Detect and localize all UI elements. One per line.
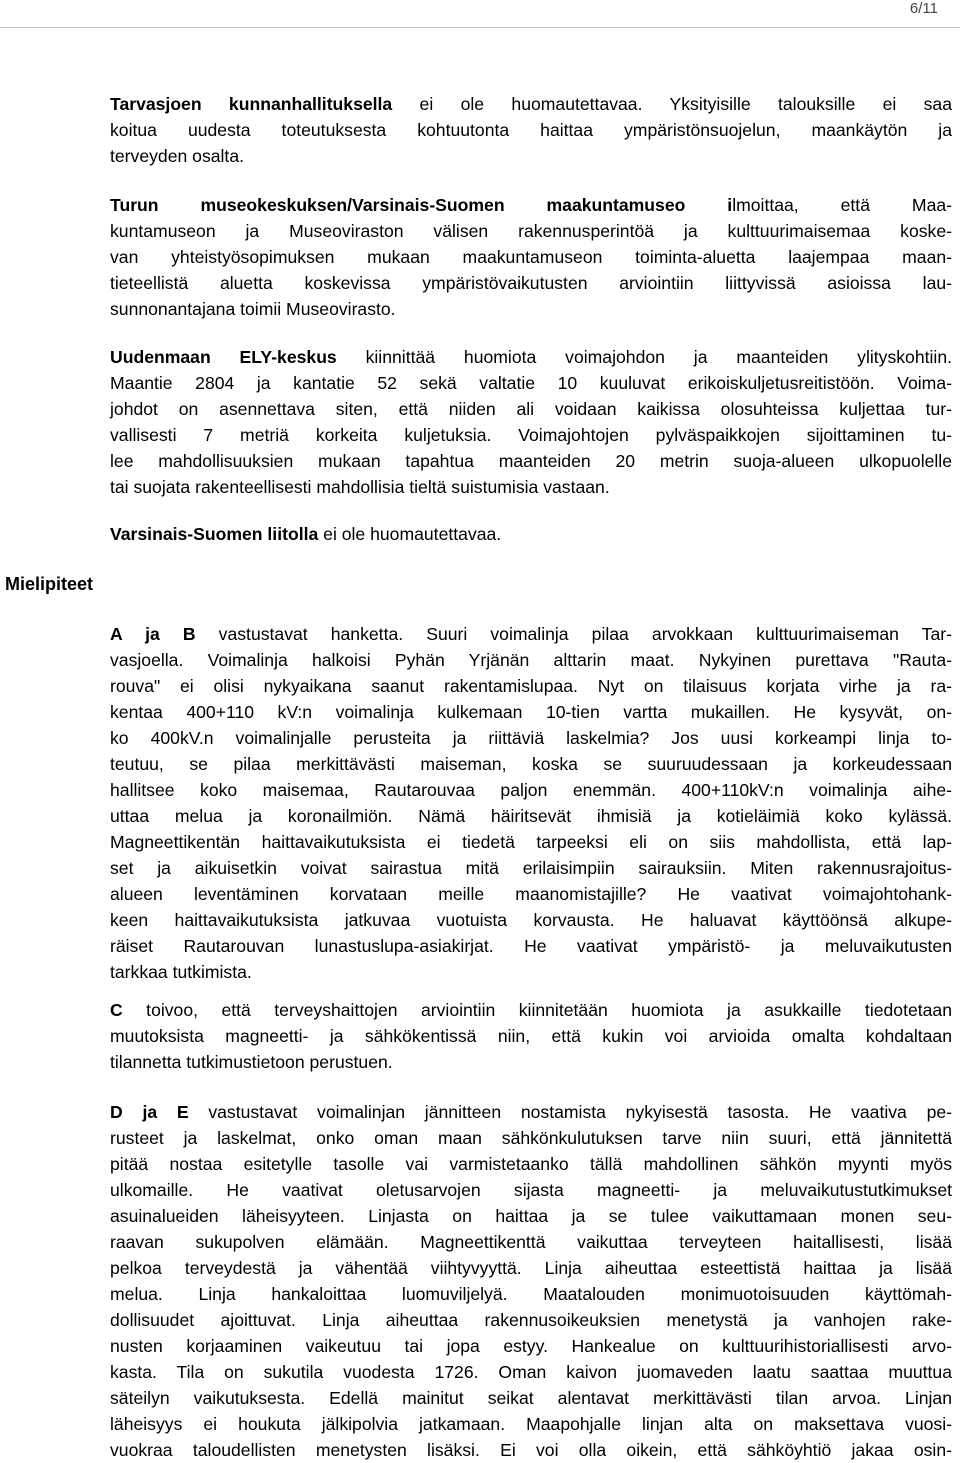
bold-lead: Varsinais-Suomen liitolla (110, 524, 319, 544)
text-line (110, 751, 952, 777)
bold-lead: D ja E (110, 1102, 189, 1122)
opinion-a-ja-b (110, 621, 952, 985)
text-line (110, 448, 952, 474)
text-line (110, 244, 952, 270)
text-line (110, 621, 952, 647)
text-line (110, 422, 952, 448)
text-line (110, 1049, 952, 1075)
text-line (110, 1307, 952, 1333)
line-text: tieteellistä aluetta koskevissa ympäristövaikutusten arviointiin liittyvissä asioissa lau- (110, 273, 952, 293)
statement-tarvasjoki (110, 91, 952, 169)
line-text: ko 400kV.n voimalinjalle perusteita ja riittäviä laskelmia? Jos uusi korkeampi linja to- (110, 728, 952, 748)
line-text: pelkoa terveydestä ja vähentää viihtyvyyttä. Linja aiheuttaa esteettistä haittaa ja lisää (110, 1258, 952, 1278)
line-text: kentaa 400+110 kV:n voimalinja kulkemaan 10-tien vartta mukaillen. He kysyvät, on- (110, 702, 952, 722)
bold-lead: C (110, 1000, 123, 1020)
line-text: ei ole huomautettavaa. Yksityisille talouksille ei saa (392, 94, 952, 114)
page-number: 6/11 (909, 0, 938, 17)
text-line (110, 1385, 952, 1411)
line-text: tarkkaa tutkimista. (110, 962, 252, 982)
opinion-d-ja-e (110, 1099, 952, 1463)
text-line (110, 1437, 952, 1463)
line-text: räiset Rautarouvan lunastuslupa-asiakirjat. He vaativat ympäristö- ja meluvaikutusten (110, 936, 952, 956)
bold-lead: Tarvasjoen kunnanhallituksella (110, 94, 393, 114)
text-line (110, 881, 952, 907)
text-line (110, 1411, 952, 1437)
text-line (110, 344, 952, 370)
line-text: läheisyys ei houkuta jälkipolvia jatkamaan. Maapohjalle linjan alta on maksettava vuosi- (110, 1414, 952, 1434)
line-text: pitää nostaa esitetylle tasolle vai varmistetaanko tällä mahdollinen sähkön myynti myös (110, 1154, 952, 1174)
text-line (110, 777, 952, 803)
text-line (110, 1281, 952, 1307)
text-line (110, 647, 952, 673)
line-text: alueen leventäminen korvataan meille maanomistajille? He vaativat voimajohtohank- (110, 884, 952, 904)
text-line (110, 218, 952, 244)
text-line (110, 699, 952, 725)
bold-lead: A ja B (110, 624, 196, 644)
text-line (110, 1023, 952, 1049)
text-line (110, 725, 952, 751)
line-text: raavan sukupolven elämään. Magneettikenttä vaikuttaa terveyteen haitallisesti, lisää (110, 1232, 952, 1252)
line-text: asuinalueiden läheisyyteen. Linjasta on haittaa ja se tulee vaikuttamaan monen seu- (110, 1206, 952, 1226)
line-text: vastustavat voimalinjan jännitteen nostamista nykyisestä tasosta. He vaativa pe- (188, 1102, 952, 1122)
line-text: muutoksista magneetti- ja sähkökentissä niin, että kukin voi arvioida omalta kohdaltaan (110, 1026, 952, 1046)
line-text: melua. Linja hankaloittaa luomuviljelyä. Maatalouden monimuotoisuuden käyttömah- (110, 1284, 952, 1304)
bold-lead: Uudenmaan ELY-keskus (110, 347, 337, 367)
text-line (110, 959, 952, 985)
line-text: lee mahdollisuuksien mukaan tapahtua maanteiden 20 metrin suoja-alueen ulkopuolelle (110, 451, 952, 471)
text-line (110, 521, 952, 547)
text-line (110, 855, 952, 881)
text-line (110, 1229, 952, 1255)
line-text: vastustavat hanketta. Suuri voimalinja pilaa arvokkaan kulttuurimaiseman Tar- (195, 624, 952, 644)
line-text: Magneettikentän haittavaikutuksista ei tiedetä tarpeeksi eli on siis mahdollista, että lap- (110, 832, 952, 852)
text-line (110, 997, 952, 1023)
text-line (110, 803, 952, 829)
section-heading-mielipiteet: Mielipiteet (5, 574, 94, 594)
line-text: van yhteistyösopimuksen mukaan maakuntamuseon toiminta-aluetta laajempaa maan- (110, 247, 952, 267)
text-line (110, 270, 952, 296)
line-text: sunnonantajana toimii Museovirasto. (110, 299, 396, 319)
line-text: vasjoella. Voimalinja halkoisi Pyhän Yrjänän alttarin maat. Nykyinen purettava "Rauta- (110, 650, 952, 670)
text-line (110, 1177, 952, 1203)
line-text: rusteet ja laskelmat, onko oman maan sähkönkulutuksen tarve niin suuri, että jännitettä (110, 1128, 952, 1148)
line-text: ei ole huomautettavaa. (318, 524, 502, 544)
text-line (110, 192, 952, 218)
text-line (110, 1203, 952, 1229)
text-line (110, 296, 952, 322)
text-line (110, 1099, 952, 1125)
line-text: johdot on asennettava siten, että niiden ali voidaan kaikissa olosuhteissa kuljettaa tur- (110, 399, 952, 419)
statement-ely-keskus (110, 344, 952, 500)
text-line (110, 907, 952, 933)
statement-liitto (110, 521, 952, 547)
line-text: dollisuudet ajoittuvat. Linja aiheuttaa rakennusoikeuksien menetystä ja vanhojen rake- (110, 1310, 952, 1330)
line-text: lmoittaa, että Maa- (732, 195, 953, 215)
statement-museokeskus (110, 192, 952, 322)
text-line (110, 117, 952, 143)
text-line (110, 673, 952, 699)
line-text: rouva" ei olisi nykyaikana saanut rakentamislupaa. Nyt on tilaisuus korjata virhe ja ra- (110, 676, 952, 696)
line-text: terveyden osalta. (110, 146, 244, 166)
opinion-c (110, 997, 952, 1075)
bold-lead: Turun museokeskuksen/Varsinais-Suomen maakuntamuseo i (110, 195, 733, 215)
line-text: kasta. Tila on sukutila vuodesta 1726. Oman kaivon juomaveden laatu saattaa muuttua (110, 1362, 952, 1382)
line-text: uttaa melua ja koronailmiön. Nämä häiritsevät ihmisiä ja kotieläimiä koko kylässä. (110, 806, 952, 826)
line-text: Maantie 2804 ja kantatie 52 sekä valtatie 10 kuuluvat erikoiskuljetusreitistöön. Voima- (110, 373, 952, 393)
text-line (110, 1255, 952, 1281)
text-line (110, 370, 952, 396)
line-text: keen haittavaikutuksista jatkuvaa vuotuista korvausta. He haluavat käyttöönsä alkupe- (110, 910, 952, 930)
text-line (110, 474, 952, 500)
line-text: tai suojata rakenteellisesti mahdollisia tieltä suistumisia vastaan. (110, 477, 610, 497)
line-text: set ja aikuisetkin voivat sairastua mitä erilaisimpiin sairauksiin. Miten rakennusrajoitus- (110, 858, 952, 878)
text-line (110, 1359, 952, 1385)
line-text: säteilyn vaikutuksesta. Edellä mainitut seikat alentavat merkittävästi tilan arvoa. Linjan (110, 1388, 952, 1408)
line-text: koitua uudesta toteutuksesta kohtuutonta haittaa ympäristönsuojelun, maankäytön ja (110, 120, 952, 140)
text-line (110, 1151, 952, 1177)
text-line (110, 91, 952, 117)
line-text: vallisesti 7 metriä korkeita kuljetuksia. Voimajohtojen pylväspaikkojen sijoittaminen tu- (110, 425, 952, 445)
line-text: hallitsee koko maisemaa, Rautarouvaa paljon enemmän. 400+110kV:n voimalinja aihe- (110, 780, 952, 800)
line-text: kuntamuseon ja Museoviraston välisen rakennusperintöä ja kulttuurimaisemaa koske- (110, 221, 952, 241)
line-text: vuokraa taloudellisten menetysten lisäksi. Ei voi olla oikein, että sähköyhtiö jakaa osin- (110, 1440, 952, 1460)
text-line (110, 933, 952, 959)
line-text: ulkomaille. He vaativat oletusarvojen sijasta magneetti- ja meluvaikutustutkimukset (110, 1180, 952, 1200)
line-text: tilannetta tutkimustietoon perustuen. (110, 1052, 393, 1072)
text-line (110, 829, 952, 855)
line-text: kiinnittää huomiota voimajohdon ja maanteiden ylityskohtiin. (336, 347, 953, 367)
line-text: toivoo, että terveyshaittojen arviointiin kiinnitetään huomiota ja asukkaille tiedotetaan (122, 1000, 952, 1020)
text-line (110, 1125, 952, 1151)
text-line (110, 1333, 952, 1359)
header-divider (0, 27, 960, 28)
line-text: teutuu, se pilaa merkittävästi maiseman, koska se suuruudessaan ja korkeudessaan (110, 754, 952, 774)
text-line (110, 143, 952, 169)
text-line (110, 396, 952, 422)
line-text: nusten korjaaminen vaikeutuu tai jopa estyy. Hankealue on kulttuurihistoriallisesti arvo- (110, 1336, 952, 1356)
